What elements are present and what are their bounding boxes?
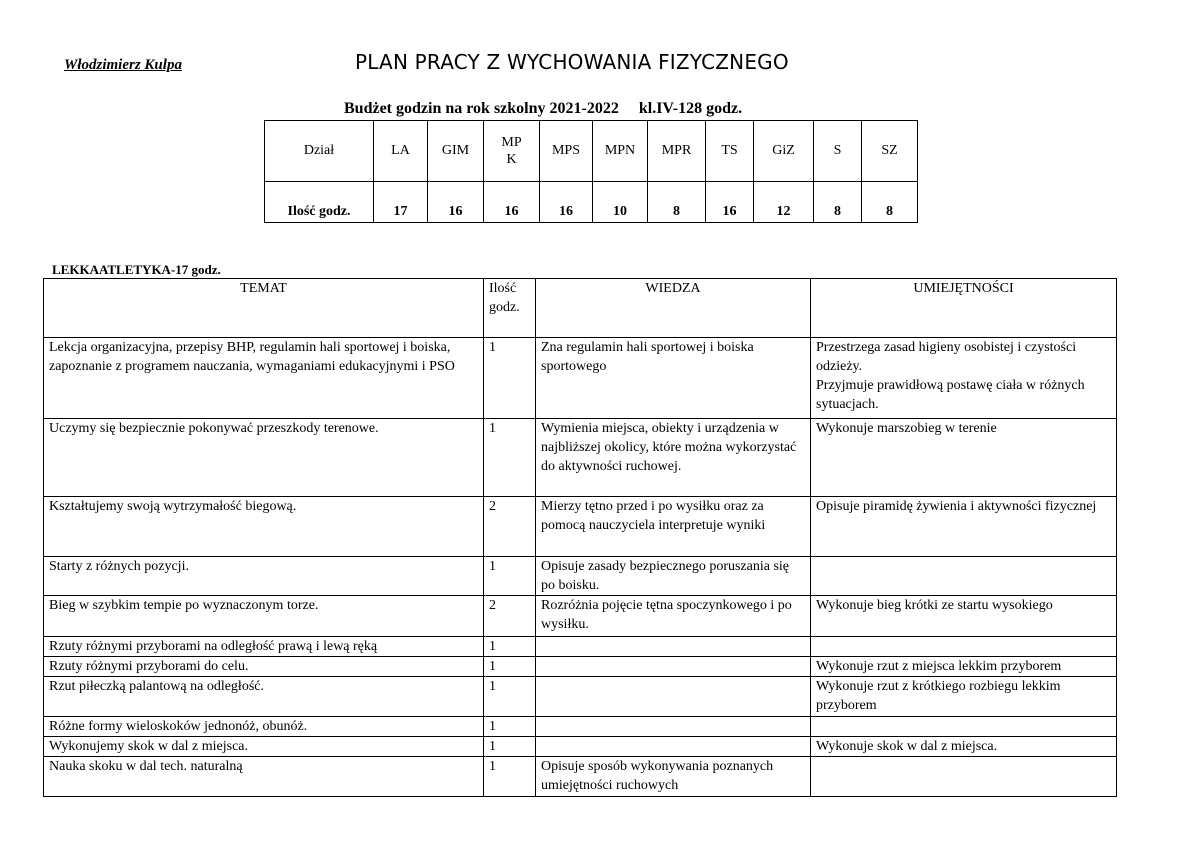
budget-values-row	[265, 182, 918, 223]
cell-wiedza: Zna regulamin hali sportowej i boiska sportowego	[536, 338, 811, 419]
budget-heading: Budżet godzin na rok szkolny 2021-2022 kl.IV-128 godz.	[344, 100, 743, 117]
lesson-plan-table	[43, 278, 1117, 797]
budget-code-cell: GIM	[428, 121, 484, 182]
cell-umiejetnosci: Wykonuje skok w dal z miejsca.	[811, 737, 1117, 757]
cell-temat: Kształtujemy swoją wytrzymałość biegową.	[44, 497, 484, 557]
cell-wiedza	[536, 637, 811, 657]
header-umiejetnosci: UMIEJĘTNOŚCI	[811, 279, 1117, 338]
budget-hours-cell: 16	[484, 182, 540, 223]
cell-temat: Lekcja organizacyjna, przepisy BHP, regulamin hali sportowej i boiska, zapoznanie z programem nauczania, wymaganiami edukacyjnymi i PSO	[44, 338, 484, 419]
cell-temat: Różne formy wieloskoków jednonóż, obunóż.	[44, 717, 484, 737]
cell-wiedza: Rozróżnia pojęcie tętna spoczynkowego i po wysiłku.	[536, 596, 811, 637]
cell-umiejetnosci	[811, 757, 1117, 797]
budget-code-cell: MPR	[648, 121, 706, 182]
cell-godz: 1	[484, 637, 536, 657]
plan-header-row	[44, 279, 1117, 338]
cell-wiedza: Mierzy tętno przed i po wysiłku oraz za pomocą nauczyciela interpretuje wyniki	[536, 497, 811, 557]
cell-umiejetnosci: Wykonuje bieg krótki ze startu wysokiego	[811, 596, 1117, 637]
cell-godz: 1	[484, 419, 536, 497]
cell-godz: 1	[484, 677, 536, 717]
table-row	[44, 419, 1117, 497]
cell-wiedza: Opisuje sposób wykonywania poznanych umiejętności ruchowych	[536, 757, 811, 797]
cell-umiejetnosci	[811, 637, 1117, 657]
cell-umiejetnosci: Wykonuje rzut z miejsca lekkim przyborem	[811, 657, 1117, 677]
budget-hours-cell: 8	[862, 182, 918, 223]
cell-wiedza	[536, 657, 811, 677]
table-row	[44, 657, 1117, 677]
page-title: PLAN PRACY Z WYCHOWANIA FIZYCZNEGO	[355, 50, 789, 74]
budget-code-cell: TS	[706, 121, 754, 182]
budget-code-cell: LA	[374, 121, 428, 182]
cell-umiejetnosci	[811, 557, 1117, 596]
budget-table	[264, 120, 918, 223]
table-row	[44, 717, 1117, 737]
cell-temat: Wykonujemy skok w dal z miejsca.	[44, 737, 484, 757]
cell-temat: Rzuty różnymi przyborami na odległość prawą i lewą ręką	[44, 637, 484, 657]
cell-temat: Starty z różnych pozycji.	[44, 557, 484, 596]
budget-hours-cell: 17	[374, 182, 428, 223]
budget-hours-cell: 8	[648, 182, 706, 223]
cell-wiedza: Wymienia miejsca, obiekty i urządzenia w najbliższej okolicy, które można wykorzystać do aktywności ruchowej.	[536, 419, 811, 497]
cell-godz: 1	[484, 737, 536, 757]
cell-umiejetnosci: Przestrzega zasad higieny osobistej i czystości odzieży. Przyjmuje prawidłową postawę ciała w różnych sytuacjach.	[811, 338, 1117, 419]
cell-temat: Uczymy się bezpiecznie pokonywać przeszkody terenowe.	[44, 419, 484, 497]
budget-hours-cell: 16	[540, 182, 593, 223]
budget-hours-cell: 10	[593, 182, 648, 223]
table-row	[44, 338, 1117, 419]
cell-temat: Rzuty różnymi przyborami do celu.	[44, 657, 484, 677]
table-row	[44, 637, 1117, 657]
budget-code-cell: S	[814, 121, 862, 182]
budget-header-row	[265, 121, 918, 182]
cell-godz: 2	[484, 596, 536, 637]
cell-wiedza	[536, 677, 811, 717]
cell-wiedza: Opisuje zasady bezpiecznego poruszania się po boisku.	[536, 557, 811, 596]
budget-code-cell: SZ	[862, 121, 918, 182]
budget-hours-cell: 16	[428, 182, 484, 223]
table-row	[44, 557, 1117, 596]
cell-godz: 1	[484, 557, 536, 596]
cell-temat: Bieg w szybkim tempie po wyznaczonym torze.	[44, 596, 484, 637]
budget-hours-cell: 12	[754, 182, 814, 223]
budget-code-cell: GiZ	[754, 121, 814, 182]
table-row	[44, 757, 1117, 797]
section-label: LEKKAATLETYKA-17 godz.	[52, 262, 221, 277]
cell-godz: 2	[484, 497, 536, 557]
budget-hours-cell: 8	[814, 182, 862, 223]
table-row	[44, 497, 1117, 557]
cell-temat: Rzut piłeczką palantową na odległość.	[44, 677, 484, 717]
budget-code-cell: MP K	[484, 121, 540, 182]
cell-umiejetnosci: Wykonuje marszobieg w terenie	[811, 419, 1117, 497]
cell-wiedza	[536, 737, 811, 757]
table-row	[44, 737, 1117, 757]
cell-godz: 1	[484, 757, 536, 797]
cell-umiejetnosci	[811, 717, 1117, 737]
cell-godz: 1	[484, 338, 536, 419]
header-temat: TEMAT	[44, 279, 484, 338]
cell-temat: Nauka skoku w dal tech. naturalną	[44, 757, 484, 797]
cell-umiejetnosci: Opisuje piramidę żywienia i aktywności fizycznej	[811, 497, 1117, 557]
budget-row-label: Dział	[265, 121, 374, 182]
author-name: Włodzimierz Kulpa	[64, 57, 182, 73]
budget-hours-cell: 16	[706, 182, 754, 223]
table-row	[44, 596, 1117, 637]
budget-code-cell: MPN	[593, 121, 648, 182]
cell-wiedza	[536, 717, 811, 737]
header-wiedza: WIEDZA	[536, 279, 811, 338]
cell-godz: 1	[484, 717, 536, 737]
table-row	[44, 677, 1117, 717]
header-ilosc: Ilość godz.	[484, 279, 536, 338]
cell-godz: 1	[484, 657, 536, 677]
cell-umiejetnosci: Wykonuje rzut z krótkiego rozbiegu lekkim przyborem	[811, 677, 1117, 717]
budget-code-cell: MPS	[540, 121, 593, 182]
budget-row-label: Ilość godz.	[265, 182, 374, 223]
